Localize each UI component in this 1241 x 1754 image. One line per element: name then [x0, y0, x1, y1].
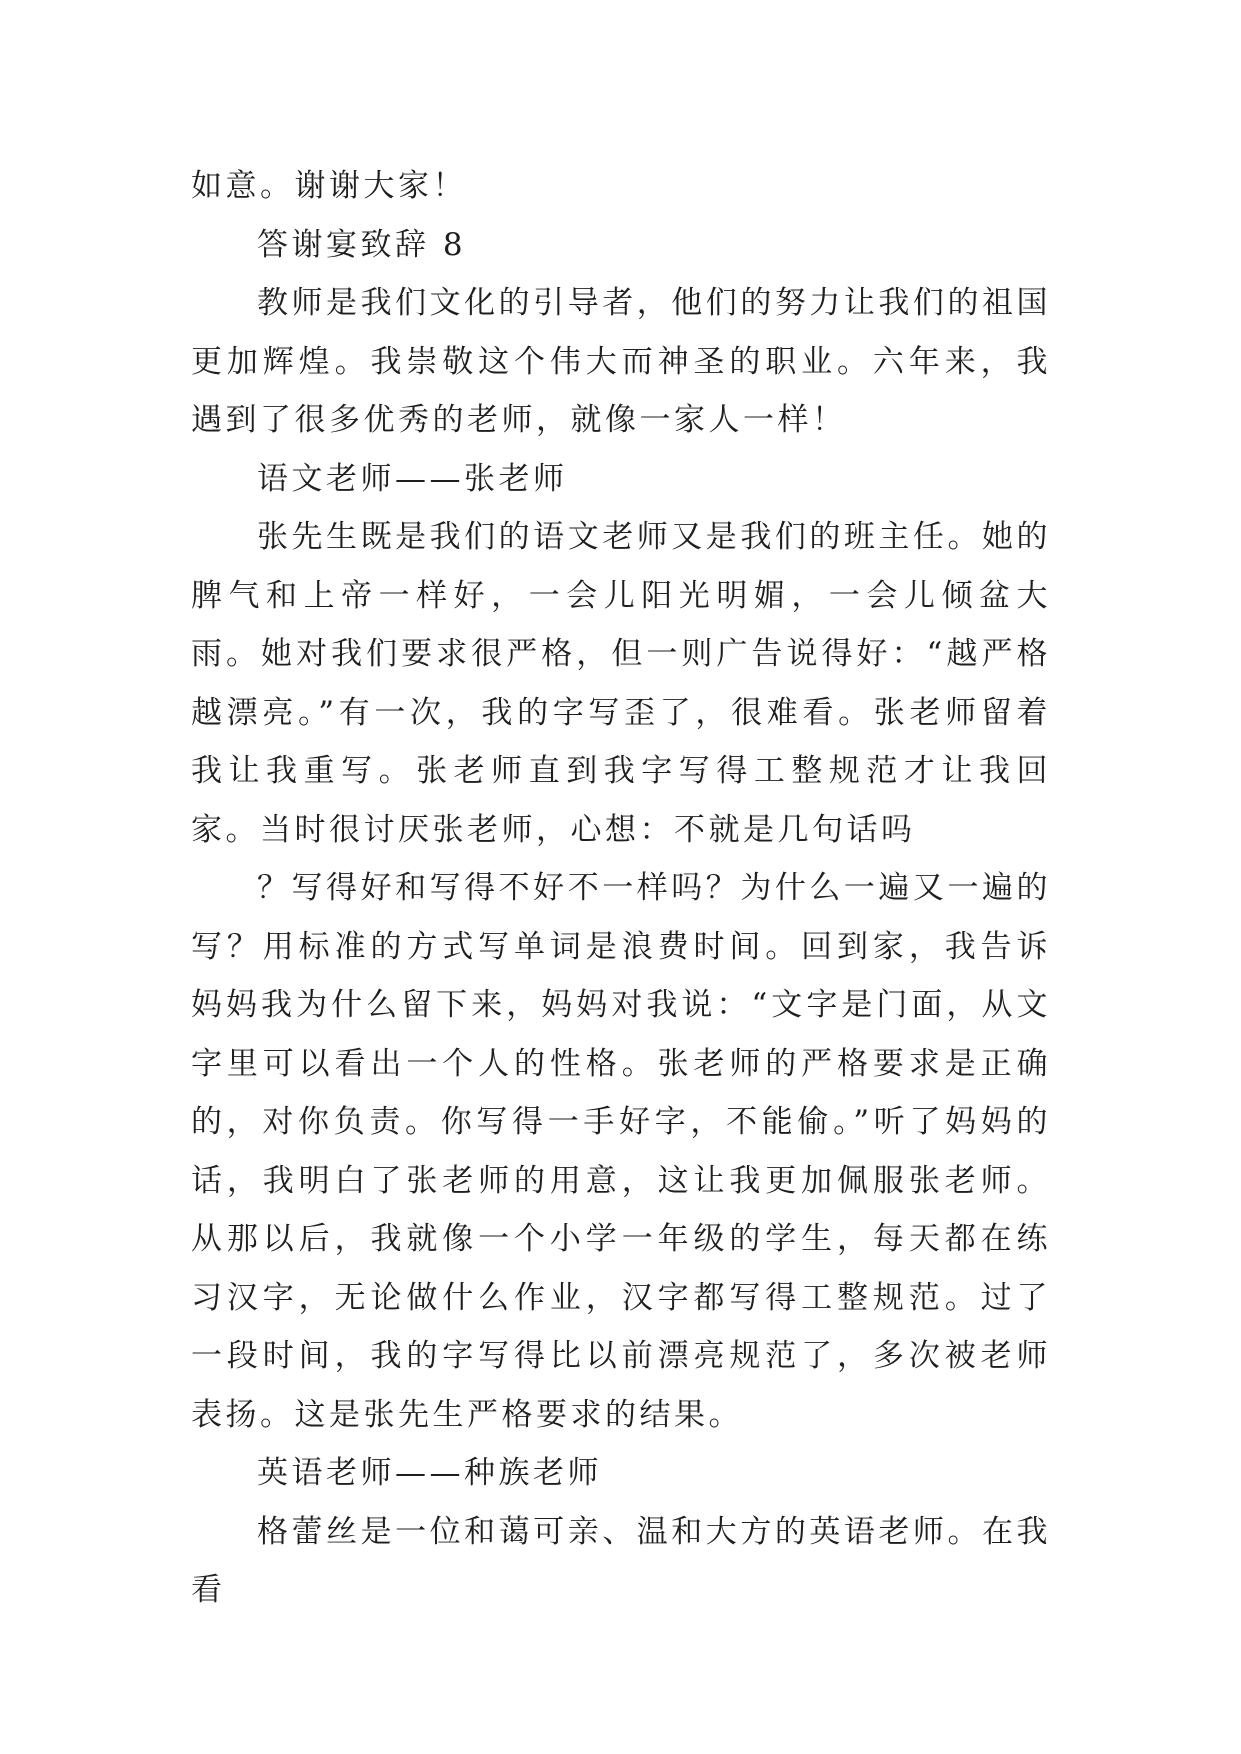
- intro-paragraph: 教师是我们文化的引导者，他们的努力让我们的祖国更加辉煌。我崇敬这个伟大而神圣的职业。六年来，我遇到了很多优秀的老师，就像一家人一样！: [191, 285, 1051, 438]
- document-page: [191, 157, 1051, 1620]
- teacher1-paragraph-2: ？写得好和写得不好不一样吗？为什么一遍又一遍的写？用标准的方式写单词是浪费时间。回到家，我告诉妈妈我为什么留下来，妈妈对我说：“文字是门面，从文字里可以看出一个人的性格。张老师的严格要求是正确的，对你负责。你写得一手好字，不能偷。”听了妈妈的话，我明白了张老师的用意，这让我更加佩服张老师。从那以后，我就像一个小学一年级的学生，每天都在练习汉字，无论做什么作业，汉字都写得工整规范。过了一段时间，我的字写得比以前漂亮规范了，多次被老师表扬。这是张先生严格要求的结果。: [191, 870, 1051, 1433]
- teacher2-heading: 英语老师——种族老师: [257, 1455, 602, 1491]
- teacher2-paragraph-1: 格蕾丝是一位和蔼可亲、温和大方的英语老师。在我看: [191, 1513, 1051, 1608]
- continuation-text: 如意。谢谢大家！: [191, 168, 467, 204]
- section-title: 答谢宴致辞 8: [257, 226, 467, 263]
- teacher1-heading: 语文老师——张老师: [257, 460, 568, 497]
- teacher1-paragraph-1: 张先生既是我们的语文老师又是我们的班主任。她的脾气和上帝一样好，一会儿阳光明媚，一会儿倾盆大雨。她对我们要求很严格，但一则广告说得好：“越严格越漂亮。”有一次，我的字写歪了，很难看。张老师留着我让我重写。张老师直到我字写得工整规范才让我回家。当时很讨厌张老师，心想：不就是几句话吗: [191, 519, 1051, 848]
